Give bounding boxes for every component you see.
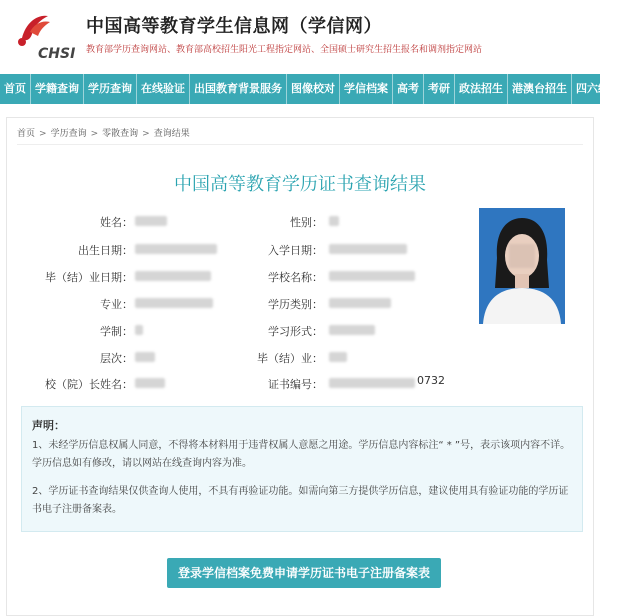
nav-item-abroad-service[interactable]: 出国教育背景服务 bbox=[190, 74, 287, 104]
value-study-form-redacted bbox=[329, 325, 375, 335]
label-study-form: 学习形式： bbox=[268, 325, 323, 338]
label-gender: 性别： bbox=[290, 216, 323, 229]
label-graduation-date: 毕（结）业日期： bbox=[45, 271, 133, 284]
label-certificate-number: 证书编号： bbox=[268, 378, 323, 391]
value-degree-category-redacted bbox=[329, 298, 391, 308]
logo-text: CHSI bbox=[38, 46, 76, 62]
value-level-redacted bbox=[135, 352, 155, 362]
label-level: 层次： bbox=[100, 352, 133, 365]
label-graduation-status: 毕（结）业： bbox=[257, 352, 323, 365]
breadcrumb-home[interactable]: 首页 bbox=[17, 129, 36, 139]
value-certificate-number-redacted bbox=[329, 378, 415, 388]
apply-e-record-button[interactable]: 登录学信档案免费申请学历证书电子注册备案表 bbox=[167, 558, 441, 588]
site-title: 中国高等教育学生信息网（学信网） bbox=[86, 16, 382, 37]
disclaimer-box bbox=[21, 406, 583, 532]
site-header bbox=[0, 0, 600, 66]
student-photo bbox=[479, 208, 565, 324]
label-study-length: 学制： bbox=[100, 325, 133, 338]
breadcrumb-current: 查询结果 bbox=[153, 129, 190, 139]
nav-item-home[interactable]: 首页 bbox=[0, 74, 31, 104]
site-subtitle: 教育部学历查询网站、教育部高校招生阳光工程指定网站、全国硕士研究生招生报名和调剂指定网站 bbox=[86, 45, 483, 55]
disclaimer-title: 声明： bbox=[32, 419, 65, 432]
label-president-name: 校（院）长姓名： bbox=[45, 378, 133, 391]
main-nav bbox=[0, 74, 631, 104]
value-name-redacted bbox=[135, 216, 167, 226]
label-degree-category: 学历类别： bbox=[268, 298, 323, 311]
value-president-name-redacted bbox=[135, 378, 165, 388]
value-major-redacted bbox=[135, 298, 213, 308]
nav-item-gaokao[interactable]: 高考 bbox=[393, 74, 424, 104]
nav-item-cet-score[interactable]: 四六级查分 bbox=[572, 74, 636, 104]
label-major: 专业： bbox=[100, 298, 133, 311]
value-graduation-date-redacted bbox=[135, 271, 211, 281]
nav-item-law-admission[interactable]: 政法招生 bbox=[455, 74, 508, 104]
chsi-logo[interactable] bbox=[8, 8, 78, 60]
nav-item-enrollment-query[interactable]: 学籍查询 bbox=[31, 74, 84, 104]
result-panel bbox=[6, 117, 594, 616]
result-title: 中国高等教育学历证书查询结果 bbox=[174, 174, 426, 195]
nav-item-kaoyan[interactable]: 考研 bbox=[424, 74, 455, 104]
disclaimer-paragraph-2: 2、学历证书查询结果仅供查询人使用，不具有再验证功能。如需向第三方提供学历信息，建议使用具有验证功能的学历证书电子注册备案表。 bbox=[32, 486, 569, 515]
breadcrumb-degree-query[interactable]: 学历查询 bbox=[50, 129, 87, 139]
value-school-name-redacted bbox=[329, 271, 415, 281]
label-enrollment-date: 入学日期： bbox=[268, 244, 323, 257]
disclaimer-paragraph-1: 1、未经学历信息权属人同意，不得将本材料用于违背权属人意愿之用途。学历信息内容标注“ * ”号，表示该项内容不详。学历信息如有修改，请以网站在线查询内容为准。 bbox=[32, 440, 571, 469]
nav-item-hk-macau-tw[interactable]: 港澳台招生 bbox=[508, 74, 572, 104]
nav-item-image-check[interactable]: 图像校对 bbox=[287, 74, 340, 104]
portrait-icon bbox=[479, 208, 565, 324]
nav-item-student-archive[interactable]: 学信档案 bbox=[340, 74, 393, 104]
breadcrumb-single-query[interactable]: 零散查询 bbox=[102, 129, 139, 139]
label-name: 姓名： bbox=[100, 216, 133, 229]
value-birth-date-redacted bbox=[135, 244, 217, 254]
nav-item-online-verify[interactable]: 在线验证 bbox=[137, 74, 190, 104]
certificate-number-suffix: 0732 bbox=[417, 374, 445, 387]
value-gender-redacted bbox=[329, 216, 339, 226]
value-graduation-status-redacted bbox=[329, 352, 347, 362]
label-birth-date: 出生日期： bbox=[78, 244, 133, 257]
label-school-name: 学校名称： bbox=[268, 271, 323, 284]
breadcrumb: 首页 > 学历查询 > 零散查询 > 查询结果 bbox=[17, 129, 190, 139]
value-study-length-redacted bbox=[135, 325, 143, 335]
nav-item-degree-query[interactable]: 学历查询 bbox=[84, 74, 137, 104]
value-enrollment-date-redacted bbox=[329, 244, 407, 254]
